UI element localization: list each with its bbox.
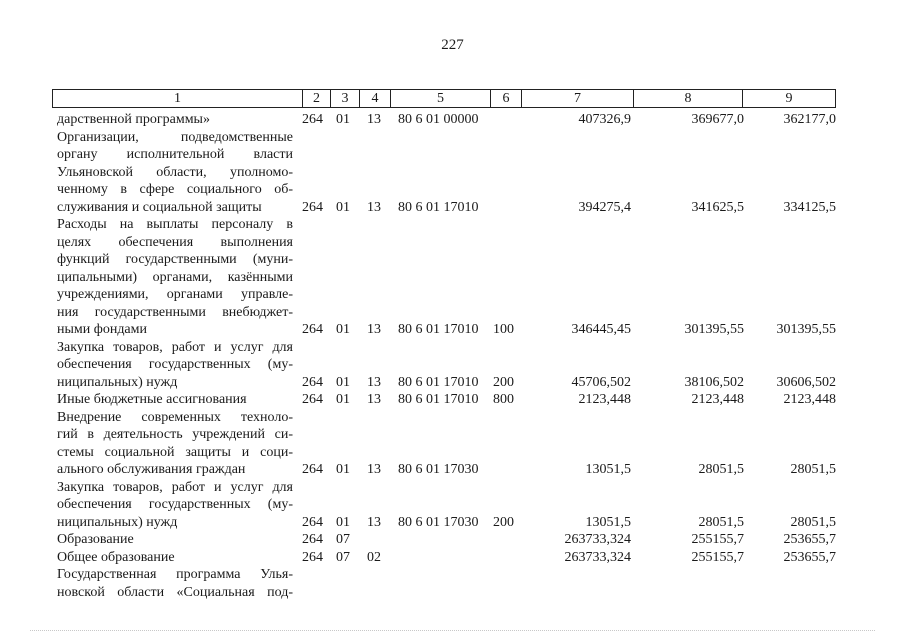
amount-col-7: 13051,5 xyxy=(585,462,631,477)
amount-col-8: 255155,7 xyxy=(691,549,744,565)
subsection-code: 13 xyxy=(367,514,381,530)
ministry-code: 264 xyxy=(302,549,323,565)
section-code: 01 xyxy=(336,199,350,215)
amount-col-7: 394275,4 xyxy=(578,199,631,215)
target-item-code: 80 6 01 17030 xyxy=(398,462,479,477)
header-col-5: 5 xyxy=(390,90,490,107)
row-description: Организации, подведомственные xyxy=(57,129,293,145)
row-description: обеспечения государственных (му- xyxy=(57,497,293,512)
amount-col-9: 253655,7 xyxy=(783,532,836,547)
row-description: ципальными) органами, казёнными xyxy=(57,269,293,285)
amount-col-8: 301395,55 xyxy=(684,322,744,337)
row-description: ниципальных) нужд xyxy=(57,374,178,390)
table-row xyxy=(0,251,905,268)
amount-col-9: 253655,7 xyxy=(783,549,836,565)
amount-col-8: 2123,448 xyxy=(691,392,744,407)
target-item-code: 80 6 01 17010 xyxy=(398,392,479,407)
section-code: 01 xyxy=(336,112,350,127)
table-row xyxy=(0,514,905,531)
amount-col-9: 30606,502 xyxy=(776,374,836,390)
table-row xyxy=(0,356,905,373)
row-description: ченному в сфере социального об- xyxy=(57,182,293,197)
subsection-code: 02 xyxy=(367,549,381,565)
amount-col-9: 334125,5 xyxy=(783,199,836,215)
row-description: функций государственными (муни- xyxy=(57,252,293,267)
table-row xyxy=(0,426,905,443)
target-item-code: 80 6 01 17030 xyxy=(398,514,479,530)
amount-col-7: 13051,5 xyxy=(585,514,631,530)
amount-col-7: 2123,448 xyxy=(578,392,631,407)
table-row xyxy=(0,181,905,198)
ministry-code: 264 xyxy=(302,199,323,215)
header-col-7: 7 xyxy=(521,90,633,107)
table-row xyxy=(0,199,905,216)
row-description: служивания и социальной защиты xyxy=(57,199,262,215)
expense-type-code: 200 xyxy=(493,514,514,530)
section-code: 01 xyxy=(336,514,350,530)
subsection-code: 13 xyxy=(367,322,381,337)
row-description: Государственная программа Улья- xyxy=(57,567,293,582)
amount-col-8: 28051,5 xyxy=(698,462,744,477)
subsection-code: 13 xyxy=(367,392,381,407)
amount-col-7: 263733,324 xyxy=(564,549,631,565)
ministry-code: 264 xyxy=(302,462,323,477)
table-row xyxy=(0,409,905,426)
table-row xyxy=(0,321,905,338)
amount-col-7: 45706,502 xyxy=(571,374,631,390)
amount-col-9: 28051,5 xyxy=(790,462,836,477)
ministry-code: 264 xyxy=(302,392,323,407)
table-row xyxy=(0,566,905,583)
header-col-2: 2 xyxy=(302,90,330,107)
table-row xyxy=(0,129,905,146)
expense-type-code: 800 xyxy=(493,392,514,407)
target-item-code: 80 6 01 17010 xyxy=(398,374,479,390)
subsection-code: 13 xyxy=(367,374,381,390)
table-row xyxy=(0,461,905,478)
header-col-8: 8 xyxy=(633,90,742,107)
subsection-code: 13 xyxy=(367,112,381,127)
table-row xyxy=(0,391,905,408)
table-row xyxy=(0,496,905,513)
row-description: Расходы на выплаты персоналу в xyxy=(57,217,293,232)
amount-col-8: 38106,502 xyxy=(684,374,744,390)
table-row xyxy=(0,549,905,566)
table-row xyxy=(0,584,905,601)
target-item-code: 80 6 01 00000 xyxy=(398,112,479,127)
row-description: Общее образование xyxy=(57,549,175,565)
row-description: ального обслуживания граждан xyxy=(57,462,246,477)
amount-col-7: 407326,9 xyxy=(578,112,631,127)
amount-col-9: 28051,5 xyxy=(790,514,836,530)
target-item-code: 80 6 01 17010 xyxy=(398,199,479,215)
header-col-3: 3 xyxy=(330,90,359,107)
ministry-code: 264 xyxy=(302,532,323,547)
row-description: Закупка товаров, работ и услуг для xyxy=(57,479,293,495)
row-description: целях обеспечения выполнения xyxy=(57,234,293,250)
table-row xyxy=(0,286,905,303)
header-col-9: 9 xyxy=(742,90,835,107)
header-col-6: 6 xyxy=(490,90,521,107)
table-row xyxy=(0,339,905,356)
page-number: 227 xyxy=(441,37,464,53)
row-description: Внедрение современных техноло- xyxy=(57,409,293,425)
amount-col-9: 2123,448 xyxy=(783,392,836,407)
expense-type-code: 200 xyxy=(493,374,514,390)
header-col-1: 1 xyxy=(174,91,181,106)
section-code: 01 xyxy=(336,322,350,337)
row-description: гий в деятельность учреждений си- xyxy=(57,427,293,442)
amount-col-8: 255155,7 xyxy=(691,532,744,547)
amount-col-7: 263733,324 xyxy=(564,532,631,547)
row-description: учреждениями, органами управле- xyxy=(57,287,293,302)
table-row xyxy=(0,164,905,181)
table-header xyxy=(52,89,836,108)
ministry-code: 264 xyxy=(302,322,323,337)
table-row xyxy=(0,146,905,163)
row-description: Ульяновской области, уполномо- xyxy=(57,164,293,180)
row-description: дарственной программы» xyxy=(57,112,210,127)
ministry-code: 264 xyxy=(302,112,323,127)
amount-col-9: 362177,0 xyxy=(783,112,836,127)
subsection-code: 13 xyxy=(367,199,381,215)
section-code: 07 xyxy=(336,549,350,565)
amount-col-8: 341625,5 xyxy=(691,199,744,215)
row-description: Закупка товаров, работ и услуг для xyxy=(57,339,293,355)
amount-col-9: 301395,55 xyxy=(776,322,836,337)
row-description: стемы социальной защиты и соци- xyxy=(57,444,293,460)
row-description: ниципальных) нужд xyxy=(57,514,178,530)
table-row xyxy=(0,234,905,251)
target-item-code: 80 6 01 17010 xyxy=(398,322,479,337)
row-description: ния государственными внебюджет- xyxy=(57,304,293,320)
amount-col-7: 346445,45 xyxy=(571,322,631,337)
table-row xyxy=(0,216,905,233)
row-description: органу исполнительной власти xyxy=(57,147,293,162)
table-row xyxy=(0,479,905,496)
section-code: 01 xyxy=(336,374,350,390)
subsection-code: 13 xyxy=(367,462,381,477)
section-code: 01 xyxy=(336,462,350,477)
ministry-code: 264 xyxy=(302,514,323,530)
amount-col-8: 28051,5 xyxy=(698,514,744,530)
row-description: обеспечения государственных (му- xyxy=(57,357,293,372)
ministry-code: 264 xyxy=(302,374,323,390)
table-row xyxy=(0,444,905,461)
table-row xyxy=(0,111,905,128)
section-code: 01 xyxy=(336,392,350,407)
row-description: ными фондами xyxy=(57,322,148,337)
row-description: новской области «Социальная под- xyxy=(57,584,293,600)
amount-col-8: 369677,0 xyxy=(691,112,744,127)
row-description: Иные бюджетные ассигнования xyxy=(57,392,247,407)
row-description: Образование xyxy=(57,532,134,547)
table-row xyxy=(0,304,905,321)
table-row xyxy=(0,269,905,286)
table-row xyxy=(0,531,905,548)
footer-divider xyxy=(30,630,875,631)
section-code: 07 xyxy=(336,532,350,547)
expense-type-code: 100 xyxy=(493,322,514,337)
header-col-4: 4 xyxy=(359,90,390,107)
table-row xyxy=(0,374,905,391)
